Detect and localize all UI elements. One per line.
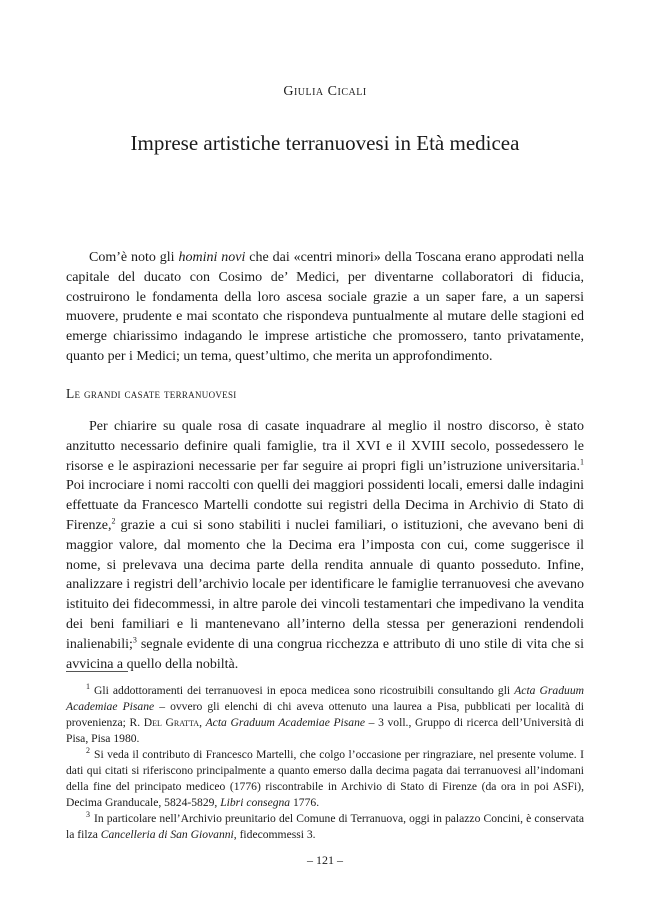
footnote-1-author: Del Gratta [143,716,200,729]
footnote-2-number: 2 [86,746,90,756]
footnote-3 [66,811,584,843]
footnote-3-emphasis: Cancelleria di San Giovanni [100,828,234,841]
body-text-2: Poi incrociare i nomi raccolti con quelli dei maggiori possidenti locali, emersi dalle indagini effettuate da Francesco Martelli condotte sui registri della Decima in Archivio di Stato di Firenze, [66,478,584,533]
page-number: – 121 – [307,853,343,867]
footnote-ref-2[interactable]: 2 [111,516,116,526]
footnote-3-text-2: , fidecommessi 3. [233,828,316,841]
footnote-3-text-1: In particolare nell’Archivio preunitario del Comune di Terranuova, oggi in palazzo Concini, è conservata la filza [66,812,584,841]
footnote-1-text-3: , [199,716,206,729]
footnote-2-text-2: 1776. [290,796,320,809]
footnote-divider [66,671,128,672]
author-name: Giulia Cicali [283,84,367,99]
footnote-1-emphasis-2: Acta Graduum Academiae Pisane [205,716,366,729]
section-heading: Le grandi casate terranuovesi [66,386,237,401]
footnote-ref-1[interactable]: 1 [580,456,584,466]
intro-text-2: che dai «centri minori» della Toscana erano approdati nella capitale del ducato con Cosimo de’ Medici, per diventarne collaboratori di fiducia, costruirono le fondamenta della loro ascesa sociale grazie a un saper fare, a un sapersi muovere, prudente e mai scontato che rispondeva puntualmente al mutare delle stagioni ed emerge chiarissimo indagando le imprese artistiche che promossero, tanto privatamente, quanto per i Medici; un tema, quest’ultimo, che merita un approfondimento. [66,250,585,364]
intro-paragraph [66,248,584,367]
body-paragraph [66,417,584,674]
footnote-1-number: 1 [86,682,90,692]
footnote-1-text-1: Gli addottoramenti dei terranuovesi in epoca medicea sono ricostruibili consultando gli [94,684,515,697]
footnote-3-number: 3 [86,810,90,820]
footnote-ref-3[interactable]: 3 [132,635,137,645]
footnote-2 [66,747,584,811]
intro-emphasis: homini novi [178,250,246,265]
footnotes [66,683,584,843]
chapter-title: Imprese artistiche terranuovesi in Età medicea [130,131,520,155]
footnote-1-text-2: – ovvero gli elenchi di chi aveva ottenuto una laurea a Pisa, pubblicati per località di provenienza; R. [66,700,584,729]
body-text-4: segnale evidente di una congrua ricchezza e attributo di uno stile di vita che si avvicina a quello della nobiltà. [66,636,584,672]
footnote-1 [66,683,584,747]
body-text-3: grazie a cui si sono stabiliti i nuclei familiari, o istituzioni, che avevano beni di maggior valore, dal momento che la Decima era l’imposta con cui, come suggerisce il nome, si prelevava una decima parte della rendita annuale di quanto posseduto. Infine, analizzare i registri dell’archivio locale per identificare le famiglie terranuovesi che avevano istituito dei fidecommessi, in altre parole dei vincoli testamentari che impedivano la vendita dei beni familiari e li mantenevano all’interno della stessa per generazioni rendendoli inalienabili; [66,517,584,652]
body-text-1: Per chiarire su quale rosa di casate inquadrare al meglio il nostro discorso, è stato anzitutto necessario definire quali famiglie, tra il XVI e il XVIII secolo, possedessero le risorse e le aspirazioni necessarie per far seguire ai propri figli un’istruzione universitaria. [66,419,584,474]
footnote-2-emphasis: Libri consegna [220,796,291,809]
footnote-2-text-1: Si veda il contributo di Francesco Martelli, che colgo l’occasione per ringraziare, nel presente volume. I dati qui citati si riferiscono principalmente a quanto emerso dalla decima pagata dai terranuovesi all’indomani della fine del principato mediceo (1776) riscontrabile in Archivio di Stato di Firenze (da ora in poi ASFi), Decima Granducale, 5824-5829, [66,748,584,809]
intro-text-1: Com’è noto gli [89,250,179,265]
footnote-1-emphasis-1: Acta Graduum Academiae Pisane [66,684,584,713]
footnote-1-text-4: – 3 voll., Gruppo di ricerca dell’Università di Pisa, Pisa 1980. [66,716,585,745]
